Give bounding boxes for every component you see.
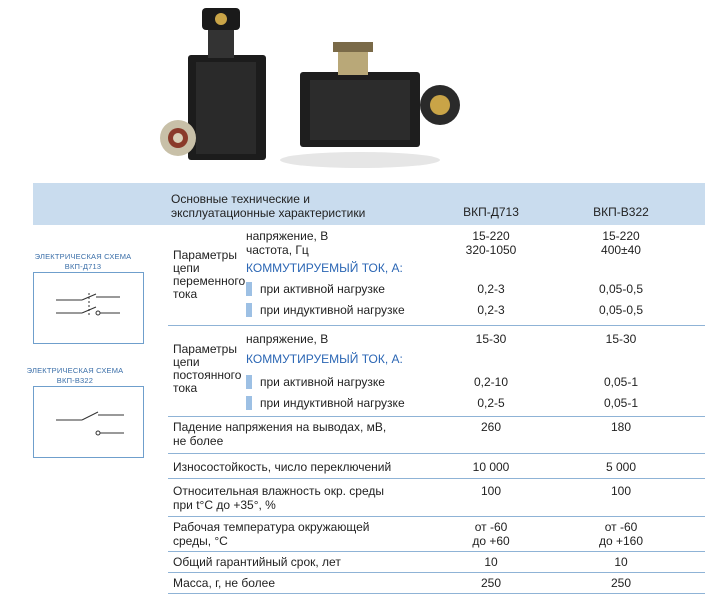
warranty-v322: 10: [614, 555, 628, 569]
dc-group-label: [173, 343, 241, 395]
column-header-vkp-v322: ВКП-В322: [593, 205, 649, 219]
temperature-d713: [431, 520, 551, 548]
humidity-label-line2: при t°С до +35°, %: [173, 498, 276, 512]
schema-title-line1: ЭЛЕКТРИЧЕСКАЯ СХЕМА: [26, 366, 124, 375]
temperature-v322: [561, 520, 681, 548]
wear-resistance-d713: 10 000: [472, 460, 510, 474]
temperature-v322-line1: от -60: [604, 520, 638, 534]
dc-switching-current-header: КОММУТИРУЕМЫЙ ТОК, А:: [246, 352, 403, 366]
dc-group-label-line: тока: [173, 381, 198, 395]
row-divider: [168, 453, 705, 454]
ac-active-load-label: при активной нагрузке: [260, 282, 385, 296]
humidity-v322: 100: [610, 484, 632, 498]
dc-group-label-line: Параметры: [173, 342, 237, 356]
column-header-vkp-d713: ВКП-Д713: [463, 205, 519, 219]
ac-group-label-line: Параметры: [173, 248, 237, 262]
dc-group-label-line: постоянного: [173, 368, 242, 382]
voltage-drop-label-line1: Падение напряжения на выводах, мВ,: [173, 420, 387, 434]
dc-voltage-d713: 15-30: [475, 332, 507, 346]
ac-inductive-load-label: при индуктивной нагрузке: [260, 303, 405, 317]
humidity-label-line1: Относительная влажность окр. среды: [173, 484, 385, 498]
ac-group-label-line: тока: [173, 287, 198, 301]
humidity-label: [173, 484, 384, 512]
mass-d713: 250: [480, 576, 502, 590]
voltage-drop-label-line2: не более: [173, 434, 224, 448]
ac-voltage-v322: 15-220: [602, 229, 640, 243]
ac-active-bar: [246, 282, 252, 296]
row-divider: [168, 551, 705, 552]
voltage-drop-label: [173, 420, 386, 448]
dc-inductive-load-label: при индуктивной нагрузке: [260, 396, 405, 410]
row-divider: [168, 416, 705, 417]
switch-diagram-icon: [34, 387, 145, 459]
schema-title-d713: [18, 252, 148, 272]
switch-diagram-icon: [34, 273, 145, 345]
wear-resistance-v322: 5 000: [605, 460, 637, 474]
voltage-drop-d713: 260: [480, 420, 502, 434]
voltage-drop-v322: 180: [610, 420, 632, 434]
row-divider: [168, 516, 705, 517]
row-divider: [168, 478, 705, 479]
header-caption-line2: эксплуатационные характеристики: [171, 206, 366, 220]
schema-title-v322: [10, 366, 140, 386]
ac-inductive-d713: 0,2-3: [477, 303, 505, 317]
dc-voltage-v322: 15-30: [605, 332, 637, 346]
dc-active-bar: [246, 375, 252, 389]
ac-frequency-d713: 320-1050: [465, 243, 517, 257]
warranty-label: Общий гарантийный срок, лет: [173, 555, 341, 569]
mass-label: Масса, г, не более: [173, 576, 275, 590]
ac-voltage-d713: 15-220: [472, 229, 510, 243]
ac-frequency-label: частота, Гц: [246, 243, 309, 257]
dc-group-label-line: цепи: [173, 355, 200, 369]
temperature-label-line2: среды, °С: [173, 534, 228, 548]
schema-diagram-v322: [33, 386, 144, 458]
schema-title-line2: ВКП-Д713: [64, 262, 102, 271]
temperature-d713-line2: до +60: [472, 534, 510, 548]
dc-voltage-label: напряжение, В: [246, 332, 329, 346]
humidity-d713: 100: [480, 484, 502, 498]
dc-active-v322: 0,05-1: [603, 375, 639, 389]
temperature-v322-line2: до +160: [598, 534, 644, 548]
warranty-d713: 10: [484, 555, 498, 569]
dc-inductive-d713: 0,2-5: [477, 396, 505, 410]
temperature-d713-line1: от -60: [474, 520, 508, 534]
ac-group-label-line: цепи: [173, 261, 200, 275]
header-caption-line1: Основные технические и: [171, 192, 310, 206]
dc-inductive-bar: [246, 396, 252, 410]
ac-voltage-label: напряжение, В: [246, 229, 329, 243]
table-header: [33, 183, 705, 225]
ac-inductive-v322: 0,05-0,5: [598, 303, 644, 317]
dc-active-load-label: при активной нагрузке: [260, 375, 385, 389]
mass-v322: 250: [610, 576, 632, 590]
ac-active-v322: 0,05-0,5: [598, 282, 644, 296]
temperature-label-line1: Рабочая температура окружающей: [173, 520, 370, 534]
ac-switching-current-header: КОММУТИРУЕМЫЙ ТОК, А:: [246, 261, 403, 275]
dc-inductive-v322: 0,05-1: [603, 396, 639, 410]
ac-active-d713: 0,2-3: [477, 282, 505, 296]
relay-devices-photo: [150, 0, 480, 175]
row-divider: [168, 572, 705, 573]
schema-diagram-d713: [33, 272, 144, 344]
schema-title-line1: ЭЛЕКТРИЧЕСКАЯ СХЕМА: [34, 252, 132, 261]
ac-frequency-v322: 400±40: [601, 243, 641, 257]
row-divider: [168, 325, 705, 326]
ac-inductive-bar: [246, 303, 252, 317]
dc-active-d713: 0,2-10: [473, 375, 509, 389]
ac-group-label: [173, 249, 245, 301]
schema-title-line2: ВКП-В322: [56, 376, 94, 385]
wear-resistance-label: Износостойкость, число переключений: [173, 460, 392, 474]
row-divider: [168, 593, 705, 594]
ac-group-label-line: переменного: [173, 274, 246, 288]
temperature-label: [173, 520, 369, 548]
